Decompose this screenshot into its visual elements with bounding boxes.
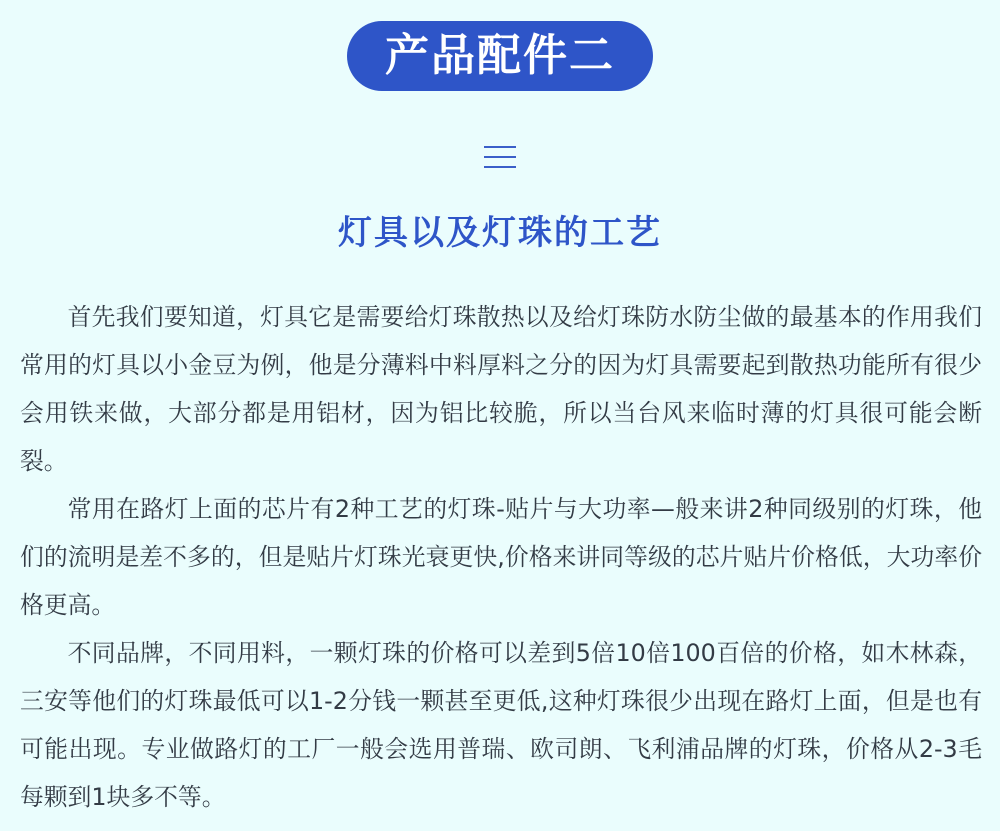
page-title: 产品配件二: [385, 30, 615, 81]
paragraph: 常用在路灯上面的芯片有2种工艺的灯珠-贴片与大功率—般来讲2种同级别的灯珠，他们的流明是差不多的，但是贴片灯珠光衰更快,价格来讲同等级的芯片贴片价格低，大功率价格更高。: [20, 495, 982, 619]
paragraph: 不同品牌，不同用料，一颗灯珠的价格可以差到5倍10倍100百倍的价格，如木林森，三安等他们的灯珠最低可以1-2分钱一颗甚至更低,这种灯珠很少出现在路灯上面，但是也有可能出现。专业做路灯的工厂一般会选用普瑞、欧司朗、飞利浦品牌的灯珠，价格从2-3毛每颗到1块多不等。: [20, 639, 982, 811]
page-title-badge: [347, 21, 653, 91]
paragraph: 首先我们要知道，灯具它是需要给灯珠散热以及给灯珠防水防尘做的最基本的作用我们常用的灯具以小金豆为例，他是分薄料中料厚料之分的因为灯具需要起到散热功能所有很少会用铁来做，大部分都是用铝材，因为铝比较脆，所以当台风来临时薄的灯具很可能会断裂。: [20, 303, 982, 475]
section-title: 灯具以及灯珠的工艺: [338, 213, 662, 253]
menu-lines-icon: [484, 146, 516, 168]
article-body: [20, 293, 982, 821]
